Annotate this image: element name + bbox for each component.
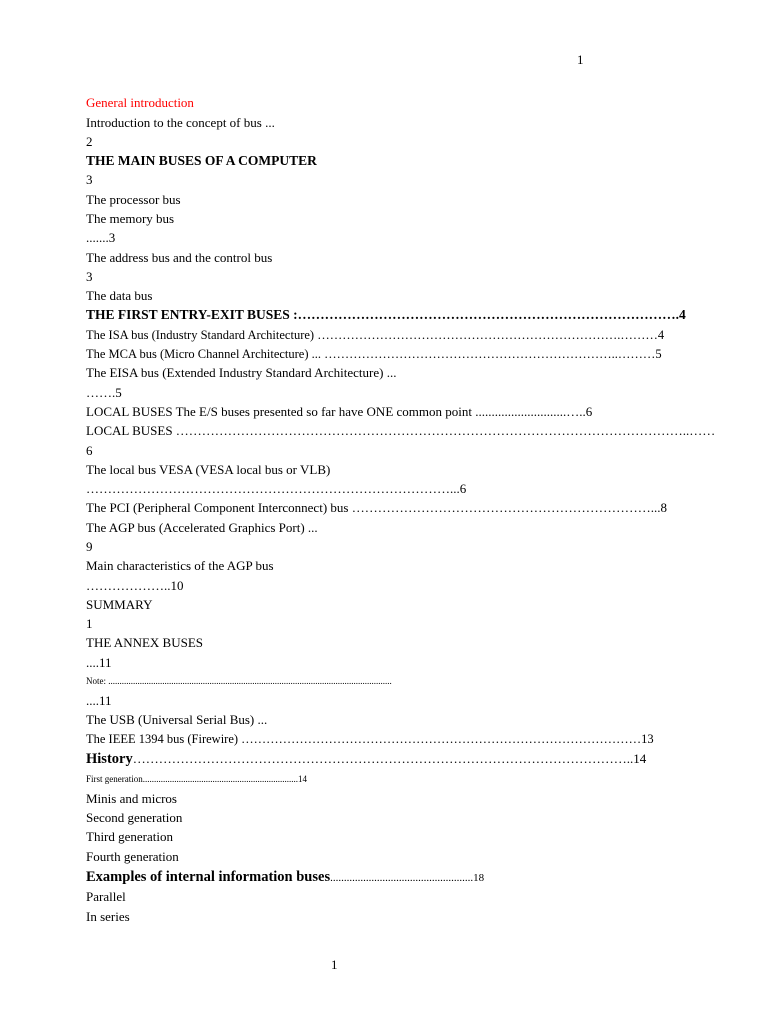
toc-line: ....11 — [86, 693, 112, 708]
toc-line: LOCAL BUSES The E/S buses presented so far have ONE common point ............................…..6 — [86, 404, 593, 419]
toc-line: Minis and micros — [86, 791, 177, 806]
toc-line: THE ANNEX BUSES — [86, 635, 204, 650]
toc-line: 3 — [86, 269, 93, 284]
toc-line: ....11 — [86, 655, 112, 670]
toc-line-small: First generation.....................................................................14 — [86, 774, 307, 784]
toc-line: SUMMARY — [86, 597, 153, 612]
toc-line: …………………………………………………………………………...6 — [86, 481, 467, 496]
toc-line: In series — [86, 909, 130, 924]
toc-line: …….5 — [86, 385, 122, 400]
toc-history-leader: ……………………………………………………………………………………………………..14 — [132, 751, 647, 766]
toc-line: ………………..10 — [86, 578, 184, 593]
toc-line: LOCAL BUSES ………………………………………………………………………………………………………..…… — [86, 423, 716, 438]
toc-line: 1 — [86, 616, 93, 631]
toc-examples-heading: Examples of internal information buses — [86, 869, 331, 885]
toc-line: Introduction to the concept of bus ... — [86, 115, 275, 130]
toc-line: The processor bus — [86, 192, 181, 207]
toc-line: Fourth generation — [86, 849, 179, 864]
toc-note: Note: .............................................................................................................................. — [86, 676, 392, 686]
toc-line: The address bus and the control bus — [86, 250, 273, 265]
toc-heading: THE MAIN BUSES OF A COMPUTER — [86, 153, 317, 168]
toc-examples-leader: ....................................................18 — [330, 872, 485, 884]
toc-line: .......3 — [86, 230, 116, 245]
toc-line: The PCI (Peripheral Component Interconnect) bus ……………………………………………………………...8 — [86, 500, 667, 515]
toc-line: Parallel — [86, 889, 126, 904]
toc-line: The EISA bus (Extended Industry Standard Architecture) ... — [86, 365, 397, 380]
toc-line: Main characteristics of the AGP bus — [86, 558, 274, 573]
toc-history-heading: History — [86, 751, 133, 767]
toc-line: The data bus — [86, 288, 153, 303]
toc-heading: THE FIRST ENTRY-EXIT BUSES :………………………………………………………………………….4 — [86, 307, 686, 322]
toc-line: The ISA bus (Industry Standard Architecture) ……………………………………………………………….………4 — [86, 328, 665, 342]
toc-examples-line — [86, 869, 484, 886]
toc-line: 2 — [86, 134, 93, 149]
toc-line: 3 — [86, 172, 93, 187]
toc-line: 9 — [86, 539, 93, 554]
toc-history-line — [86, 751, 646, 767]
toc-line: The memory bus — [86, 211, 175, 226]
toc-line: The local bus VESA (VESA local bus or VLB) — [86, 462, 331, 477]
toc-line-general-introduction: General introduction — [86, 95, 194, 110]
toc-line: Second generation — [86, 810, 183, 825]
toc-line: Third generation — [86, 829, 173, 844]
toc-line: The USB (Universal Serial Bus) ... — [86, 712, 268, 727]
toc-line: The IEEE 1394 bus (Firewire) ……………………………………………………………………………………13 — [86, 732, 654, 746]
toc-line: 6 — [86, 443, 93, 458]
toc-line: The AGP bus (Accelerated Graphics Port) ... — [86, 520, 318, 535]
toc-line: The MCA bus (Micro Channel Architecture) ... ……………………………………………………………..………5 — [86, 347, 662, 361]
page-number-top: 1 — [577, 52, 584, 67]
page-number-bottom: 1 — [331, 957, 338, 972]
